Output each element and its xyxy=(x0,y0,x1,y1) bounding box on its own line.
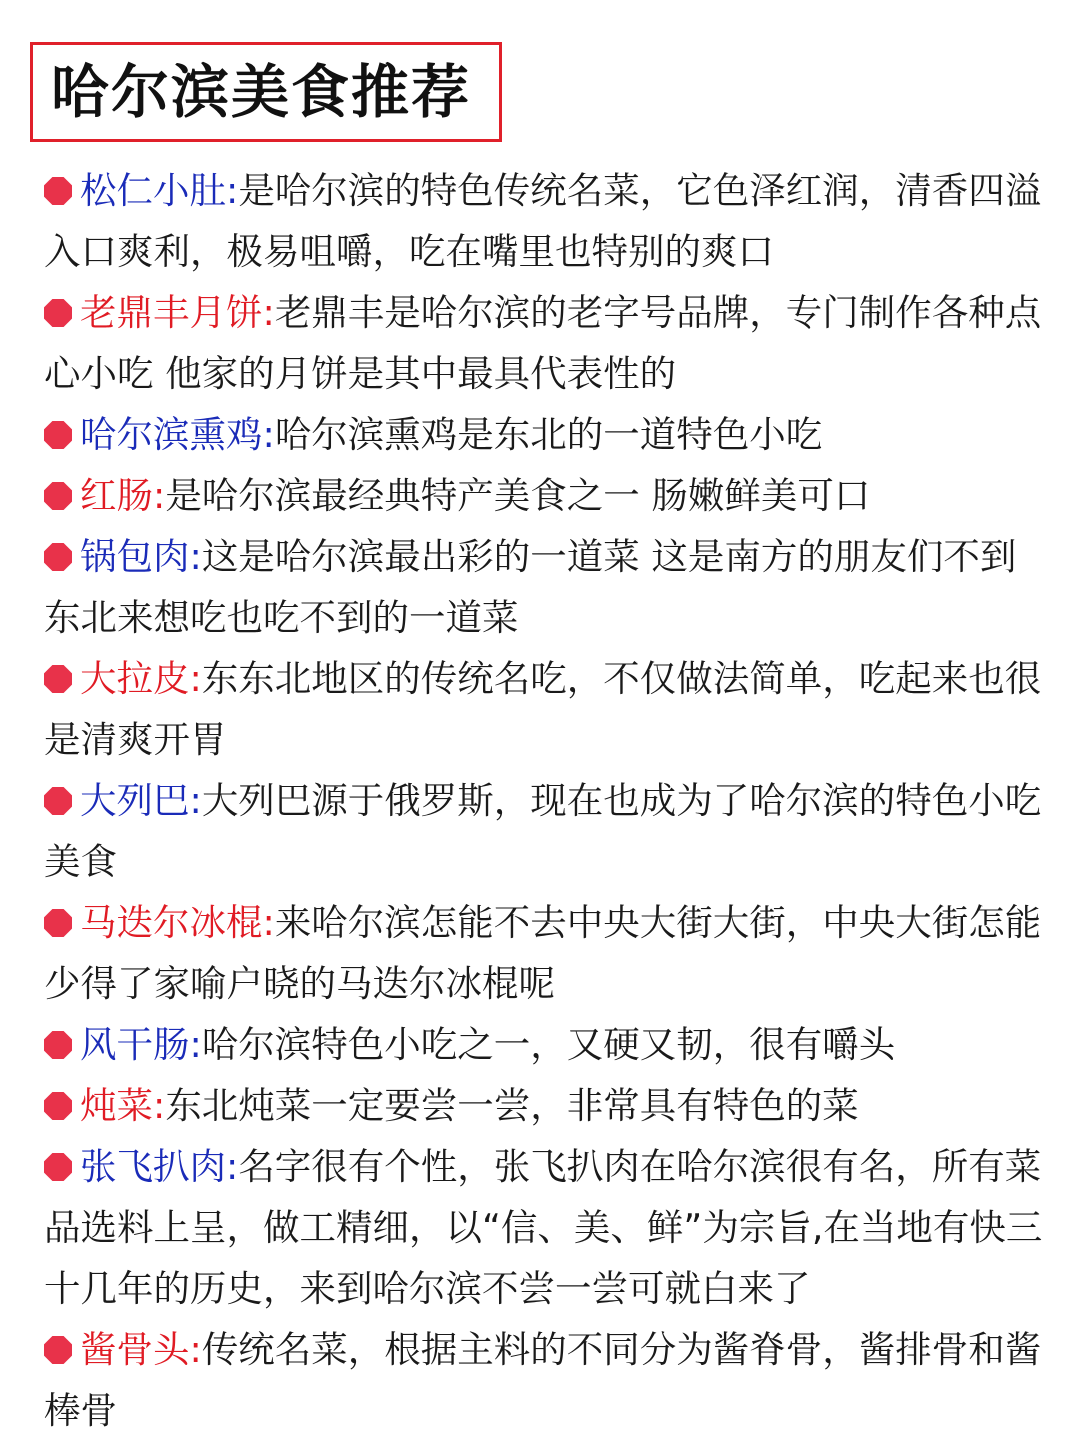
item-name: 大列巴: xyxy=(80,779,202,822)
bullet-icon xyxy=(44,543,72,571)
item-description: 东东北地区的传统名吃，不仅做法简单，吃起来也很是清爽开胃 xyxy=(44,657,1042,761)
item-name: 老鼎丰月饼: xyxy=(80,291,275,334)
item-name: 风干肠: xyxy=(80,1023,202,1066)
item-description: 来哈尔滨怎能不去中央大街大街，中央大街怎能少得了家喻户晓的马迭尔冰棍呢 xyxy=(44,901,1042,1005)
item-description: 这是哈尔滨最出彩的一道菜 这是南方的朋友们不到东北来想吃也吃不到的一道菜 xyxy=(44,535,1017,639)
list-item xyxy=(44,648,1044,770)
item-name: 马迭尔冰棍: xyxy=(80,901,275,944)
list-item xyxy=(44,1136,1044,1319)
item-name: 哈尔滨熏鸡: xyxy=(80,413,275,456)
item-description: 是哈尔滨的特色传统名菜，它色泽红润，清香四溢入口爽利，极易咀嚼，吃在嘴里也特别的爽口 xyxy=(44,169,1042,273)
bullet-icon xyxy=(44,1336,72,1364)
page-title: 哈尔滨美食推荐 xyxy=(51,58,472,126)
title-box xyxy=(30,42,502,142)
bullet-icon xyxy=(44,299,72,327)
item-name: 大拉皮: xyxy=(80,657,202,700)
item-description: 老鼎丰是哈尔滨的老字号品牌，专门制作各种点心小吃 他家的月饼是其中最具代表性的 xyxy=(44,291,1042,395)
list-item xyxy=(44,282,1044,404)
bullet-icon xyxy=(44,177,72,205)
list-item xyxy=(44,1014,1044,1075)
list-item xyxy=(44,160,1044,282)
list-item xyxy=(44,892,1044,1014)
item-description: 名字很有个性，张飞扒肉在哈尔滨很有名，所有菜品选料上呈，做工精细，以“信、美、鲜”为宗旨,在当地有快三十几年的历史，来到哈尔滨不尝一尝可就白来了 xyxy=(44,1145,1043,1310)
item-description: 哈尔滨特色小吃之一，又硬又韧，很有嚼头 xyxy=(201,1023,896,1066)
bullet-icon xyxy=(44,482,72,510)
item-description: 大列巴源于俄罗斯，现在也成为了哈尔滨的特色小吃美食 xyxy=(44,779,1042,883)
food-list xyxy=(44,160,1044,1441)
bullet-icon xyxy=(44,665,72,693)
item-name: 红肠: xyxy=(80,474,166,517)
item-name: 锅包肉: xyxy=(80,535,202,578)
item-description: 是哈尔滨最经典特产美食之一 肠嫩鲜美可口 xyxy=(165,474,871,517)
item-description: 哈尔滨熏鸡是东北的一道特色小吃 xyxy=(274,413,823,456)
item-name: 张飞扒肉: xyxy=(80,1145,239,1188)
item-description: 传统名菜，根据主料的不同分为酱脊骨，酱排骨和酱棒骨 xyxy=(44,1328,1042,1432)
list-item xyxy=(44,1319,1044,1441)
bullet-icon xyxy=(44,421,72,449)
list-item xyxy=(44,1075,1044,1136)
list-item xyxy=(44,770,1044,892)
list-item xyxy=(44,465,1044,526)
item-name: 酱骨头: xyxy=(80,1328,202,1371)
item-name: 炖菜: xyxy=(80,1084,166,1127)
item-description: 东北炖菜一定要尝一尝，非常具有特色的菜 xyxy=(165,1084,859,1127)
bullet-icon xyxy=(44,1092,72,1120)
item-name: 松仁小肚: xyxy=(80,169,239,212)
list-item xyxy=(44,526,1044,648)
list-item xyxy=(44,404,1044,465)
bullet-icon xyxy=(44,909,72,937)
bullet-icon xyxy=(44,787,72,815)
bullet-icon xyxy=(44,1031,72,1059)
bullet-icon xyxy=(44,1153,72,1181)
